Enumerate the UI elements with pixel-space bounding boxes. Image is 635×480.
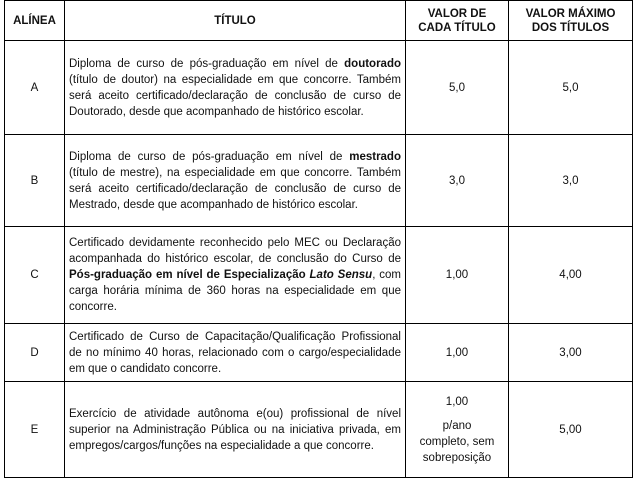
valor-note-line1: p/ano	[442, 419, 472, 432]
row-max: 3,0	[509, 135, 633, 227]
row-max: 4,00	[509, 227, 633, 324]
row-titulo	[65, 135, 406, 227]
titulo-text: Diploma de curso de pós-graduação em nível de	[69, 150, 350, 163]
row-valor: 5,0	[406, 41, 509, 135]
titles-table	[4, 0, 633, 478]
header-valor	[406, 1, 509, 41]
table-header-row	[5, 1, 633, 41]
table-row	[5, 227, 633, 324]
header-titulo: TÍTULO	[65, 1, 406, 41]
row-max: 5,00	[509, 382, 633, 478]
row-titulo	[65, 41, 406, 135]
titulo-text: Diploma de curso de pós-graduação em nível de	[69, 57, 345, 70]
row-titulo: Exercício de atividade autônoma e(ou) profissional de nível superior na Administração Pública ou na iniciativa privada, em empregos/cargos/funções na especialidade a que concorre.	[65, 382, 406, 478]
row-alinea: D	[5, 324, 65, 382]
table-row	[5, 324, 633, 382]
titulo-text: Certificado devidamente reconhecido pelo MEC ou Declaração acompanhada do histórico escolar, de conclusão do Curso de	[69, 237, 401, 265]
header-max	[509, 1, 633, 41]
row-valor: 1,00	[406, 227, 509, 324]
titulo-bold: mestrado	[349, 150, 401, 163]
row-alinea: B	[5, 135, 65, 227]
valor-note-line2: completo, sem	[419, 435, 495, 448]
titulo-text-rest: (título de doutor) na especialidade em que concorre. Também será aceito certificado/declaração de conclusão de curso de Doutorado, desde que acompanhado de histórico escolar.	[69, 73, 401, 118]
valor-amount: 1,00	[445, 395, 469, 408]
titulo-bold-italic: Lato Sensu	[309, 269, 373, 281]
row-alinea: C	[5, 227, 65, 324]
row-valor	[406, 382, 509, 478]
header-valor-line1: VALOR DE	[427, 7, 487, 20]
row-valor: 3,0	[406, 135, 509, 227]
table-row	[5, 41, 633, 135]
row-max: 5,0	[509, 41, 633, 135]
header-valor-line2: CADA TÍTULO	[418, 21, 496, 34]
row-titulo: Certificado de Curso de Capacitação/Qualificação Profissional de no mínimo 40 horas, relacionado com o cargo/especialidade em que o candidato concorre.	[65, 324, 406, 382]
titulo-bold: doutorado	[344, 57, 401, 70]
table-row	[5, 382, 633, 478]
header-max-line2: DOS TÍTULOS	[531, 21, 610, 34]
table-row	[5, 135, 633, 227]
titulo-text-rest: (título de mestre), na especialidade em que concorre. Também será aceito certificado/declaração de conclusão de curso de Mestrado, desde que acompanhado de histórico escolar.	[69, 166, 401, 211]
valor-note-line3: sobreposição	[422, 451, 492, 464]
row-alinea: E	[5, 382, 65, 478]
row-valor: 1,00	[406, 324, 509, 382]
row-alinea: A	[5, 41, 65, 135]
row-titulo	[65, 227, 406, 324]
header-alinea: ALÍNEA	[5, 1, 65, 41]
header-max-line1: VALOR MÁXIMO	[525, 7, 616, 20]
titulo-bold: Pós-graduação em nível de Especialização	[69, 269, 310, 281]
row-max: 3,00	[509, 324, 633, 382]
titulo-text-rest: , com carga horária mínima de 360 horas na especialidade em que concorre.	[69, 269, 401, 313]
